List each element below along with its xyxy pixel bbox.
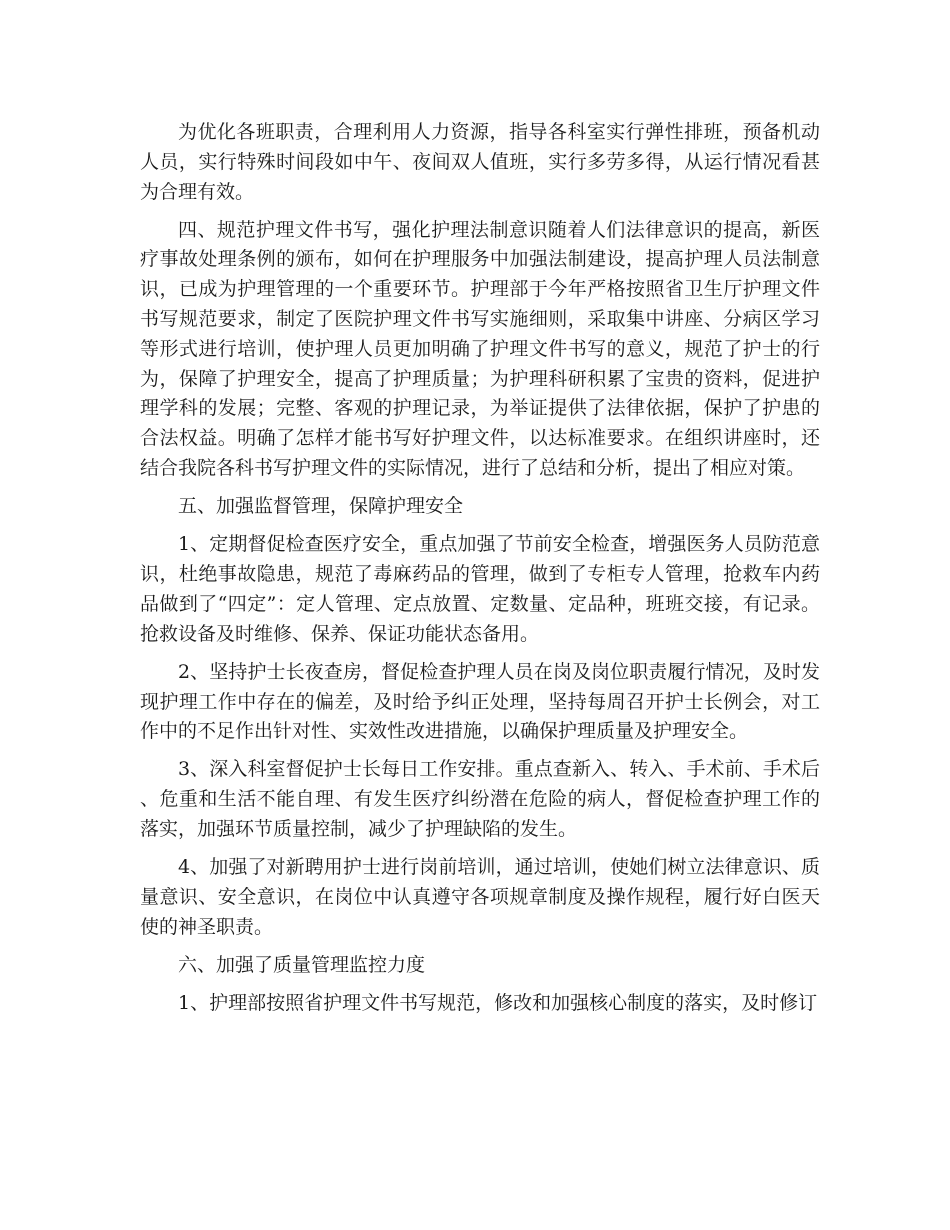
heading-section-5: 五、加强监督管理，保障护理安全 [178, 495, 464, 518]
paragraph-section-4-documentation: 四、规范护理文件书写，强化护理法制意识随着人们法律意识的提高，新医疗事故处理条例的颁布，如何在护理服务中加强法制建设，提高护理人员法制意识，已成为护理管理的一个重要环节。护理部于今年严格按照省卫生厅护理文件书写规范要求，制定了医院护理文件书写实施细则，采取集中讲座、分病区学习等形式进行培训，使护理人员更加明确了护理文件书写的意义，规范了护士的行为，保障了护理安全，提高了护理质量；为护理科研积累了宝贵的资料，促进护理学科的发展；完整、客观的护理记录，为举证提供了法律依据，保护了护患的合法权益。明确了怎样才能书写好护理文件，以达标准要求。在组织讲座时，还结合我院各科书写护理文件的实际情况，进行了总结和分析，提出了相应对策。 [140, 218, 820, 480]
paragraph-6-1-documentation-standards: 1、护理部按照省护理文件书写规范，修改和加强核心制度的落实，及时修订 [178, 991, 818, 1014]
paragraph-5-3-daily-supervision: 3、深入科室督促护士长每日工作安排。重点查新入、转入、手术前、手术后、危重和生活不能自理、有发生医疗纠纷潜在危险的病人，督促检查护理工作的落实，加强环节质量控制，减少了护理缺陷的发生。 [140, 758, 820, 841]
document-body [140, 118, 820, 1027]
paragraph-5-4-new-nurse-training: 4、加强了对新聘用护士进行岗前培训，通过培训，使她们树立法律意识、质量意识、安全意识，在岗位中认真遵守各项规章制度及操作规程，履行好白医天使的神圣职责。 [140, 856, 820, 938]
heading-section-6: 六、加强了质量管理监控力度 [178, 953, 426, 976]
paragraph-5-1-safety-inspection: 1、定期督促检查医疗安全，重点加强了节前安全检查，增强医务人员防范意识，杜绝事故隐患，规范了毒麻药品的管理，做到了专柜专人管理，抢救车内药品做到了“四定”：定人管理、定点放置、定数量、定品种，班班交接，有记录。抢救设备及时维修、保养、保证功能状态备用。 [140, 533, 820, 645]
paragraph-5-2-night-rounds: 2、坚持护士长夜查房，督促检查护理人员在岗及岗位职责履行情况，及时发现护理工作中存在的偏差，及时给予纠正处理，坚持每周召开护士长例会，对工作中的不足作出针对性、实效性改进措施，以确保护理质量及护理安全。 [140, 660, 820, 743]
paragraph-shift-scheduling: 为优化各班职责，合理利用人力资源，指导各科室实行弹性排班，预备机动人员，实行特殊时间段如中午、夜间双人值班，实行多劳多得，从运行情况看甚为合理有效。 [140, 121, 820, 203]
